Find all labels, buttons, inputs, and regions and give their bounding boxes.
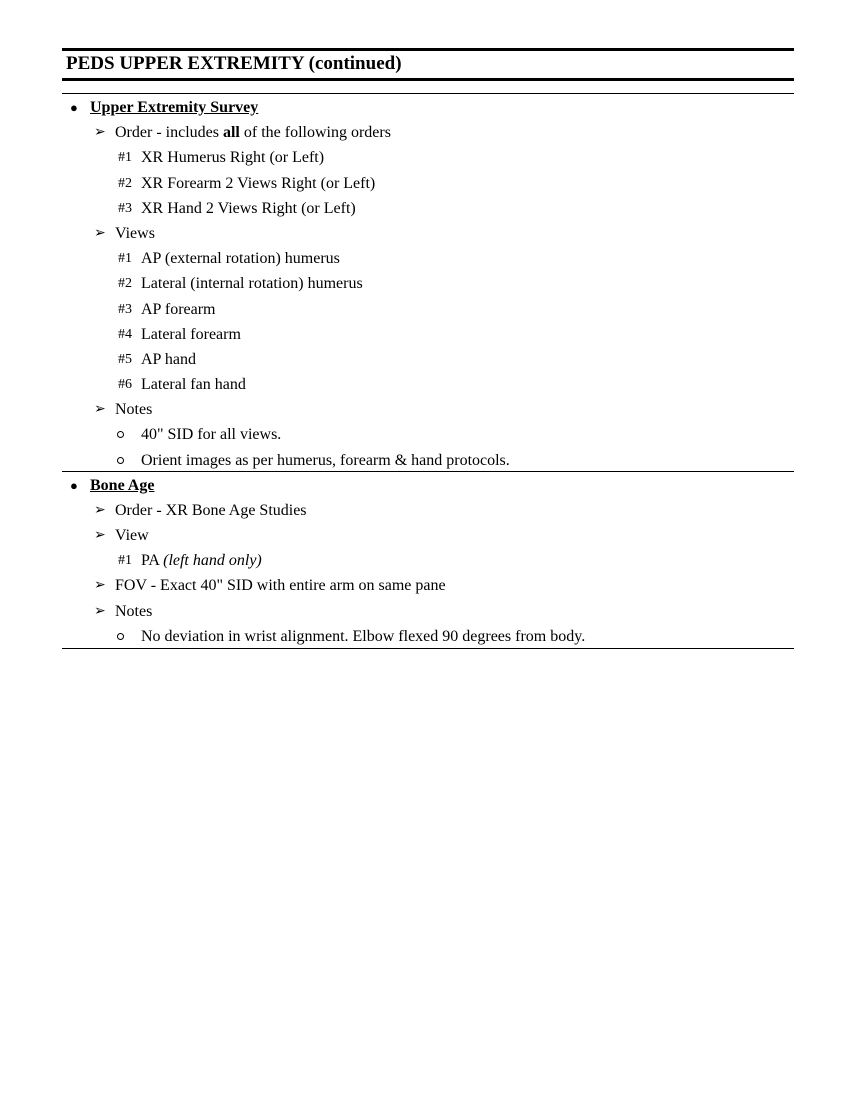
notes-label: Notes (115, 401, 153, 419)
note-item (62, 624, 794, 648)
list-item (62, 347, 794, 372)
section-heading (62, 95, 794, 120)
fov-text: FOV - Exact 40" SID with entire arm on same pane (115, 577, 446, 595)
view-text: PA (141, 552, 164, 570)
bullet-icon: ● (70, 477, 78, 493)
section-upper-extremity-survey (62, 95, 794, 472)
order-line (62, 120, 794, 145)
note-text: 40" SID for all views. (141, 426, 282, 444)
views-line (62, 221, 794, 246)
list-item (62, 196, 794, 221)
item-number: #3 (118, 301, 132, 317)
note-text: Orient images as per humerus, forearm & hand protocols. (141, 451, 510, 469)
arrow-bullet-icon: ➢ (94, 528, 106, 543)
item-number: #5 (118, 351, 132, 367)
list-item (62, 271, 794, 296)
arrow-bullet-icon: ➢ (94, 578, 106, 594)
arrow-bullet-icon: ➢ (94, 125, 106, 141)
item-text: Lateral forearm (141, 325, 241, 343)
notes-label: Notes (115, 602, 153, 620)
view-line (62, 523, 794, 548)
item-number: #6 (118, 377, 132, 393)
item-number: #1 (118, 251, 132, 267)
section-title: Upper Extremity Survey (90, 99, 259, 116)
section-bone-age (62, 473, 794, 649)
circle-bullet-icon (117, 457, 124, 464)
note-item (62, 422, 794, 447)
arrow-bullet-icon: ➢ (94, 402, 106, 418)
section-heading (62, 473, 794, 498)
divider (62, 93, 794, 94)
view-qualifier: (left hand only) (163, 552, 262, 570)
title-block (62, 48, 794, 81)
item-text: XR Hand 2 Views Right (or Left) (141, 199, 356, 217)
item-text: AP forearm (141, 300, 216, 318)
item-text: AP (external rotation) humerus (141, 250, 340, 268)
notes-line (62, 599, 794, 624)
order-text (115, 120, 391, 145)
bullet-icon: ● (70, 100, 78, 115)
arrow-bullet-icon: ➢ (94, 225, 106, 241)
order-text: Order - XR Bone Age Studies (115, 501, 307, 519)
circle-bullet-icon (117, 633, 124, 640)
order-line (62, 498, 794, 523)
page-title: PEDS UPPER EXTREMITY (continued) (66, 53, 402, 74)
view-label: View (115, 527, 149, 544)
order-suffix: of the following orders (239, 124, 391, 142)
arrow-bullet-icon: ➢ (94, 603, 106, 619)
item-text: Lateral fan hand (141, 376, 246, 394)
order-emphasis: all (222, 124, 240, 142)
arrow-bullet-icon: ➢ (94, 502, 106, 518)
item-text: AP hand (141, 350, 196, 368)
section-title: Bone Age (90, 476, 155, 494)
views-label: Views (115, 224, 155, 242)
document-page (62, 48, 794, 649)
item-number: #1 (118, 150, 132, 166)
item-number: #4 (118, 326, 132, 342)
circle-bullet-icon (117, 431, 124, 438)
list-item (62, 246, 794, 271)
order-prefix: Order - includes (115, 124, 223, 142)
note-item (62, 448, 794, 471)
list-item (62, 322, 794, 347)
note-text: No deviation in wrist alignment. Elbow flexed 90 degrees from body. (141, 627, 586, 645)
list-item (62, 372, 794, 397)
fov-line (62, 573, 794, 598)
item-number: #3 (118, 200, 132, 216)
list-item (62, 297, 794, 322)
item-number: #2 (118, 175, 132, 191)
list-item (62, 548, 794, 573)
list-item (62, 145, 794, 170)
item-text: XR Forearm 2 Views Right (or Left) (141, 174, 376, 192)
notes-line (62, 397, 794, 422)
item-text: XR Humerus Right (or Left) (141, 149, 325, 167)
item-number: #1 (118, 553, 132, 569)
list-item (62, 171, 794, 196)
item-text (141, 548, 262, 573)
item-text: Lateral (internal rotation) humerus (141, 275, 363, 293)
item-number: #2 (118, 276, 132, 292)
